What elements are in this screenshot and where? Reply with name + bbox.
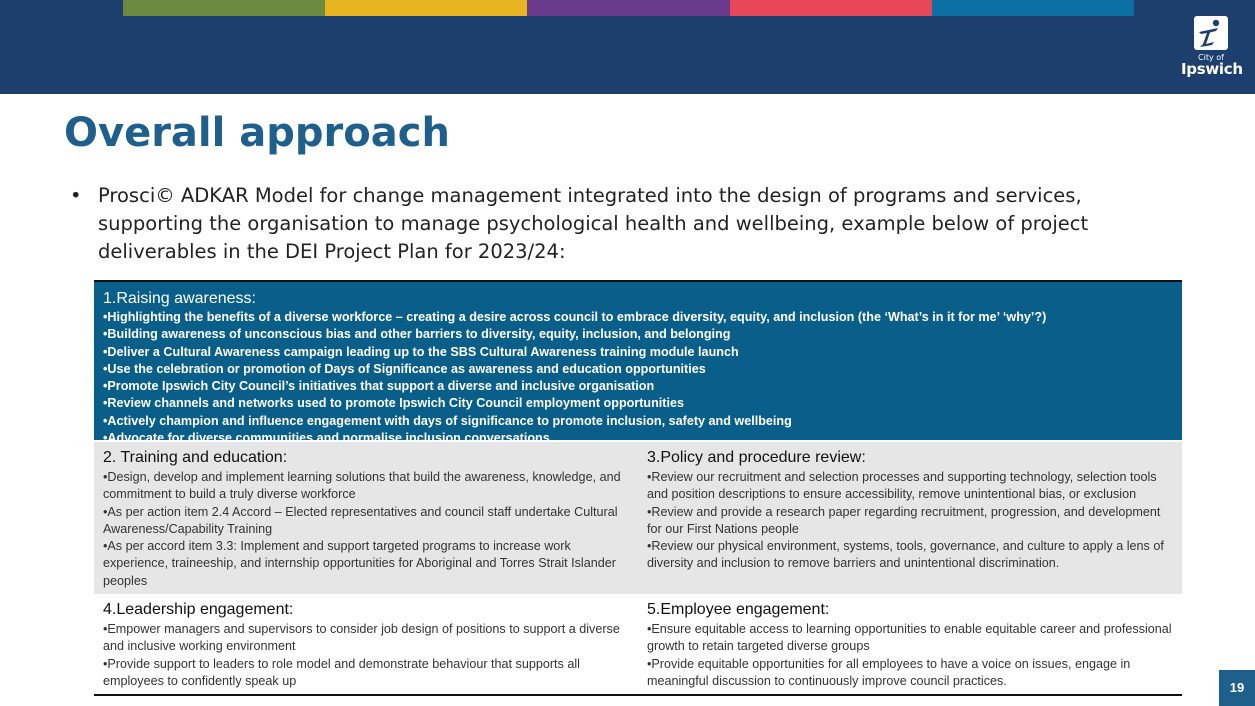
table-row [94,594,1182,694]
list-item: •As per action item 2.4 Accord – Elected representatives and council staff undertake Cultural Awareness/Capability Training [103,504,618,536]
list-item: •Highlighting the benefits of a diverse workforce – creating a desire across council to embrace diversity, equity, and inclusion (the ‘What’s in it for me’ ‘why’?) [103,310,1047,324]
intro-text: Prosci© ADKAR Model for change management integrated into the design of programs and services, supporting the organisation to manage psychological health and wellbeing, example below of project deliverables in the DEI Project Plan for 2023/24: [98,184,1089,263]
training-education-heading: 2. Training and education: [103,449,288,466]
list-item: •As per accord item 3.3: Implement and support targeted programs to increase work experience, traineeship, and internship opportunities for Aboriginal and Torres Strait Islander peoples [103,539,616,588]
training-education-cell [94,442,638,594]
list-item: •Promote Ipswich City Council’s initiatives that support a diverse and inclusive organisation [103,379,655,394]
header-banner [0,0,1255,94]
page-title: Overall approach [64,110,450,156]
header-stripe-blue [932,0,1134,16]
employee-engagement-cell [638,594,1182,694]
intro-paragraph [70,182,1180,266]
list-item: •Provide support to leaders to role model and demonstrate behaviour that supports all employees to confidently speak up [103,656,580,688]
list-item: •Review and provide a research paper regarding recruitment, progression, and development for our First Nations people [647,504,1161,536]
bullet-icon: • [70,184,82,207]
table-row [94,440,1182,594]
logo-name-text: Ipswich [1181,60,1243,78]
list-item: •Use the celebration or promotion of Days of Significance as awareness and education opportunities [103,361,706,376]
policy-review-cell [638,442,1182,594]
policy-review-heading: 3.Policy and procedure review: [647,449,866,466]
list-item: •Ensure equitable access to learning opportunities to enable equitable career and professional growth to retain targeted diverse groups [647,622,1172,654]
list-item: •Empower managers and supervisors to consider job design of positions to support a diverse and inclusive working environment [103,622,620,654]
leadership-engagement-heading: 4.Leadership engagement: [103,601,294,618]
list-item: •Deliver a Cultural Awareness campaign leading up to the SBS Cultural Awareness training module launch [103,344,739,359]
header-stripe-red [730,0,932,16]
list-item: •Provide equitable opportunities for all employees to have a voice on issues, engage in meaningful discussion to continuously improve council practices. [647,656,1131,688]
logo-small-text: City of [1198,53,1224,62]
list-item: •Advocate for diverse communities and normalise inclusion conversations. [103,431,554,446]
list-item: •Review our physical environment, systems, tools, governance, and culture to apply a lens of diversity and inclusion to remove barriers and unintentional discrimination. [647,539,1164,571]
raising-awareness-heading: 1.Raising awareness: [103,290,256,307]
list-item: •Building awareness of unconscious bias and other barriers to diversity, equity, inclusion, and belonging [103,327,731,342]
leadership-engagement-cell [94,594,638,694]
ipswich-i-logo-icon [1194,16,1228,50]
header-stripe-green [123,0,325,16]
city-of-ipswich-logo [1181,16,1241,78]
list-item: •Review our recruitment and selection processes and supporting technology, selection tools and position descriptions to ensure accessibility, remove unintentional bias, or exclusion [647,470,1157,502]
header-stripe-purple [527,0,730,16]
page-number: 19 [1219,670,1255,706]
list-item: •Actively champion and influence engagement with days of significance to promote inclusion, safety and wellbeing [103,413,792,428]
list-item: •Review channels and networks used to promote Ipswich City Council employment opportunities [103,396,685,411]
adkar-table [94,280,1182,696]
list-item: •Design, develop and implement learning solutions that build the awareness, knowledge, and commitment to build a truly diverse workforce [103,470,621,502]
header-stripe-yellow [325,0,527,16]
raising-awareness-section [94,282,1182,446]
employee-engagement-heading: 5.Employee engagement: [647,601,830,618]
